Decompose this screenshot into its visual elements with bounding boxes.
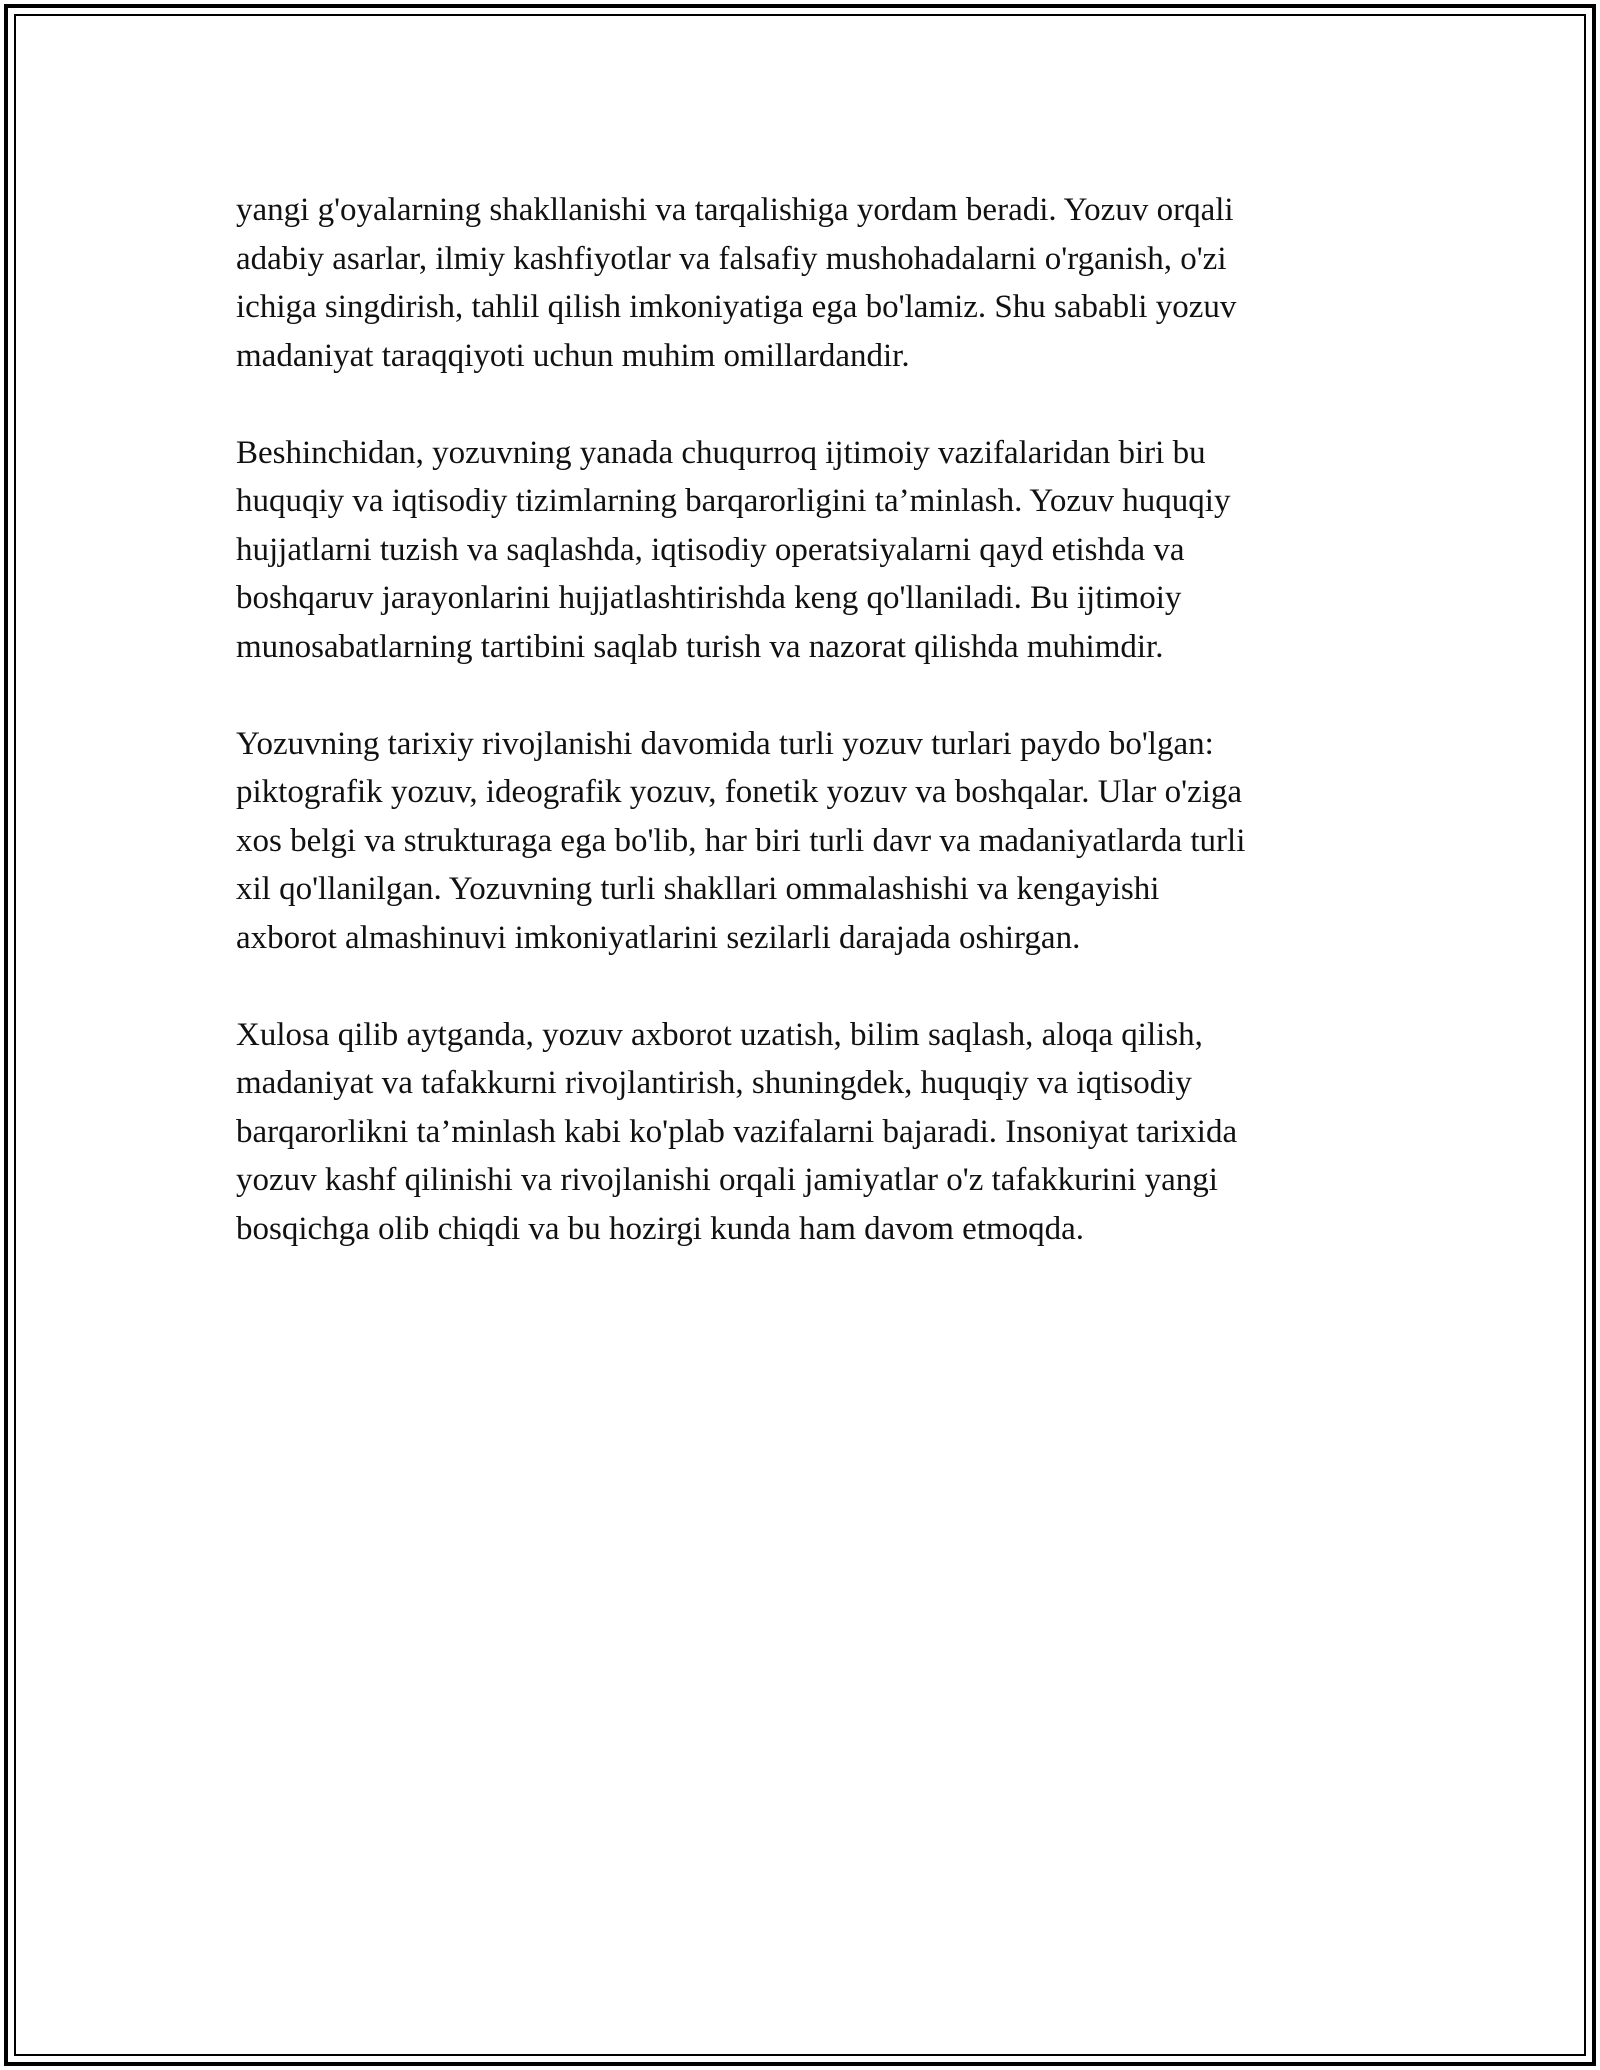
text-line: barqarorlikni ta’minlash kabi ko'plab vazifalarni bajaradi. Insoniyat tarixida [236, 1113, 1238, 1150]
paragraph-3 [236, 720, 1376, 963]
text-line: axborot almashinuvi imkoniyatlarini sezilarli darajada oshirgan. [236, 919, 1081, 956]
paragraph-1 [236, 186, 1376, 380]
text-line: munosabatlarning tartibini saqlab turish va nazorat qilishda muhimdir. [236, 628, 1164, 665]
text-line: Beshinchidan, yozuvning yanada chuqurroq ijtimoiy vazifalaridan biri bu [236, 434, 1206, 471]
text-line: xos belgi va strukturaga ega bo'lib, har biri turli davr va madaniyatlarda turli [236, 822, 1246, 859]
text-line: madaniyat va tafakkurni rivojlantirish, shuningdek, huquqiy va iqtisodiy [236, 1065, 1192, 1101]
text-line: madaniyat taraqqiyoti uchun muhim omillardandir. [236, 337, 910, 374]
text-line: Yozuvning tarixiy rivojlanishi davomida turli yozuv turlari paydo bo'lgan: [236, 725, 1214, 762]
text-line: hujjatlarni tuzish va saqlashda, iqtisodiy operatsiyalarni qayd etishda va [236, 531, 1185, 568]
text-line: bosqichga olib chiqdi va bu hozirgi kunda ham davom etmoqda. [236, 1210, 1085, 1247]
text-line: Xulosa qilib aytganda, yozuv axborot uzatish, bilim saqlash, aloqa qilish, [236, 1016, 1203, 1053]
text-line: yangi g'oyalarning shakllanishi va tarqalishiga yordam beradi. Yozuv orqali [236, 192, 1234, 228]
text-line: huquqiy va iqtisodiy tizimlarning barqarorligini ta’minlash. Yozuv huquqiy [236, 483, 1231, 519]
paragraph-4 [236, 1011, 1376, 1254]
text-line: boshqaruv jarayonlarini hujjatlashtirishda keng qo'llaniladi. Bu ijtimoiy [236, 580, 1182, 616]
text-line: ichiga singdirish, tahlil qilish imkoniyatiga ega bo'lamiz. Shu sababli yozuv [236, 289, 1237, 325]
text-line: piktografik yozuv, ideografik yozuv, fonetik yozuv va boshqalar. Ular o'ziga [236, 774, 1243, 810]
text-line: yozuv kashf qilinishi va rivojlanishi orqali jamiyatlar o'z tafakkurini yangi [236, 1162, 1218, 1198]
paragraph-2 [236, 429, 1376, 672]
document-body [236, 186, 1376, 1302]
text-line: xil qo'llanilgan. Yozuvning turli shakllari ommalashishi va kengayishi [236, 871, 1160, 907]
text-line: adabiy asarlar, ilmiy kashfiyotlar va falsafiy mushohadalarni o'rganish, o'zi [236, 240, 1227, 277]
